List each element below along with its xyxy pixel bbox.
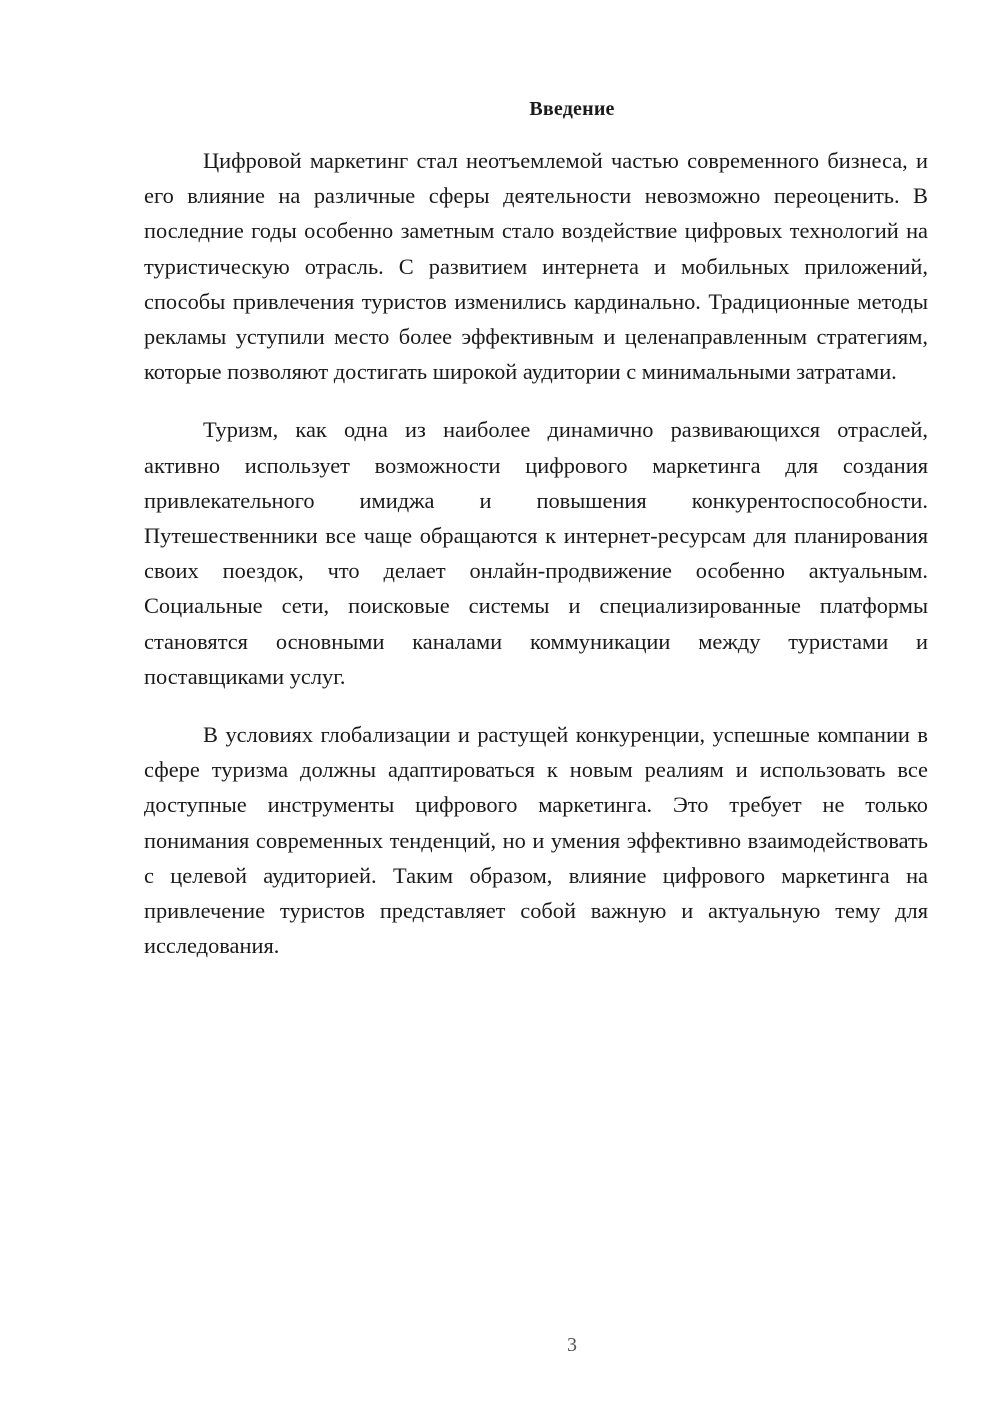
page-number: 3 [567, 1334, 577, 1356]
body-text [144, 143, 928, 986]
paragraph-1: Цифровой маркетинг стал неотъемлемой частью современного бизнеса, и его влияние на различные сферы деятельности невозможно переоценить. В последние годы особенно заметным стало воздействие цифровых технологий на туристическую отрасль. С развитием интернета и мобильных приложений, способы привлечения туристов изменились кардинально. Традиционные методы рекламы уступили место более эффективным и целенаправленным стратегиям, которые позволяют достигать широкой аудитории с минимальными затратами. [144, 148, 928, 385]
paragraph-3: В условиях глобализации и растущей конкуренции, успешные компании в сфере туризма должны адаптироваться к новым реалиям и использовать все доступные инструменты цифрового маркетинга. Это требует не только понимания современных тенденций, но и умения эффективно взаимодействовать с целевой аудиторией. Таким образом, влияние цифрового маркетинга на привлечение туристов представляет собой важную и актуальную тему для исследования. [144, 722, 928, 959]
paragraph-2: Туризм, как одна из наиболее динамично развивающихся отраслей, активно использует возможности цифрового маркетинга для создания привлекательного имиджа и повышения конкурентоспособности. Путешественники все чаще обращаются к интернет-ресурсам для планирования своих поездок, что делает онлайн-продвижение особенно актуальным. Социальные сети, поисковые системы и специализированные платформы становятся основными каналами коммуникации между туристами и поставщиками услуг. [144, 417, 928, 689]
section-heading: Введение [529, 98, 615, 120]
